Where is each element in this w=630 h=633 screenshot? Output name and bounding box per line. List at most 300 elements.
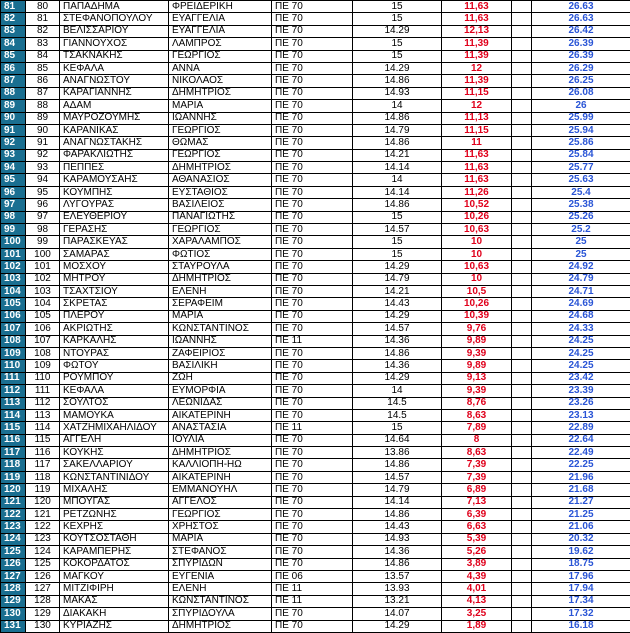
total-score-cell[interactable]: 21.06 (532, 521, 630, 533)
sequence-cell[interactable]: 129 (26, 608, 60, 620)
surname-cell[interactable]: ΣΑΚΕΛΛΑΡΙΟΥ (60, 459, 169, 471)
row-number-cell[interactable]: 115 (1, 422, 26, 434)
branch-cell[interactable]: ΠΕ 70 (272, 87, 353, 99)
surname-cell[interactable]: ΚΟΚΟΡΔΑΤΟΣ (60, 558, 169, 570)
branch-cell[interactable]: ΠΕ 70 (272, 224, 353, 236)
row-number-cell[interactable]: 98 (1, 211, 26, 223)
branch-cell[interactable]: ΠΕ 70 (272, 50, 353, 62)
empty-cell[interactable] (512, 422, 532, 434)
score-cell[interactable]: 10,5 (442, 285, 512, 297)
total-score-cell[interactable]: 24.68 (532, 310, 630, 322)
first-name-cell[interactable]: ΖΑΦΕΙΡΙΟΣ (169, 347, 272, 359)
years-cell[interactable]: 14.86 (353, 199, 442, 211)
surname-cell[interactable]: ΔΙΑΚΑΚΗ (60, 608, 169, 620)
score-cell[interactable]: 11,39 (442, 50, 512, 62)
total-score-cell[interactable]: 22.64 (532, 434, 630, 446)
total-score-cell[interactable]: 24.25 (532, 360, 630, 372)
surname-cell[interactable]: ΚΑΡΑΜΟΥΣΑΗΣ (60, 174, 169, 186)
total-score-cell[interactable]: 22.49 (532, 447, 630, 459)
years-cell[interactable]: 14.14 (353, 162, 442, 174)
surname-cell[interactable]: ΚΟΥΚΗΣ (60, 447, 169, 459)
row-number-cell[interactable]: 104 (1, 285, 26, 297)
empty-cell[interactable] (512, 248, 532, 260)
branch-cell[interactable]: ΠΕ 70 (272, 484, 353, 496)
branch-cell[interactable]: ΠΕ 70 (272, 124, 353, 136)
score-cell[interactable]: 8,63 (442, 409, 512, 421)
empty-cell[interactable] (512, 62, 532, 74)
empty-cell[interactable] (512, 285, 532, 297)
surname-cell[interactable]: ΤΣΑΧΤΣΙΟΥ (60, 285, 169, 297)
total-score-cell[interactable]: 25.77 (532, 162, 630, 174)
total-score-cell[interactable]: 21.68 (532, 484, 630, 496)
total-score-cell[interactable]: 24.71 (532, 285, 630, 297)
years-cell[interactable]: 15 (353, 13, 442, 25)
branch-cell[interactable]: ΠΕ 70 (272, 620, 353, 632)
first-name-cell[interactable]: ΛΕΩΝΙΔΑΣ (169, 397, 272, 409)
sequence-cell[interactable]: 95 (26, 186, 60, 198)
row-number-cell[interactable]: 131 (1, 620, 26, 632)
total-score-cell[interactable]: 23.13 (532, 409, 630, 421)
years-cell[interactable]: 15 (353, 236, 442, 248)
years-cell[interactable]: 14.29 (353, 25, 442, 37)
row-number-cell[interactable]: 102 (1, 261, 26, 273)
surname-cell[interactable]: ΑΝΑΓΝΩΣΤΑΚΗΣ (60, 137, 169, 149)
first-name-cell[interactable]: ΑΝΝΑ (169, 62, 272, 74)
empty-cell[interactable] (512, 87, 532, 99)
score-cell[interactable]: 5,26 (442, 546, 512, 558)
branch-cell[interactable]: ΠΕ 70 (272, 360, 353, 372)
years-cell[interactable]: 14.07 (353, 608, 442, 620)
years-cell[interactable]: 13.93 (353, 583, 442, 595)
empty-cell[interactable] (512, 50, 532, 62)
empty-cell[interactable] (512, 558, 532, 570)
first-name-cell[interactable]: ΔΗΜΗΤΡΙΟΣ (169, 162, 272, 174)
score-cell[interactable]: 11,63 (442, 162, 512, 174)
surname-cell[interactable]: ΕΛΕΥΘΕΡΙΟΥ (60, 211, 169, 223)
empty-cell[interactable] (512, 447, 532, 459)
sequence-cell[interactable]: 97 (26, 211, 60, 223)
first-name-cell[interactable]: ΘΩΜΑΣ (169, 137, 272, 149)
first-name-cell[interactable]: ΣΤΑΥΡΟΥΛΑ (169, 261, 272, 273)
row-number-cell[interactable]: 129 (1, 595, 26, 607)
total-score-cell[interactable]: 25.99 (532, 112, 630, 124)
total-score-cell[interactable]: 24.69 (532, 298, 630, 310)
branch-cell[interactable]: ΠΕ 70 (272, 174, 353, 186)
empty-cell[interactable] (512, 13, 532, 25)
row-number-cell[interactable]: 101 (1, 248, 26, 260)
sequence-cell[interactable]: 112 (26, 397, 60, 409)
first-name-cell[interactable]: ΕΥΓΕΝΙΑ (169, 570, 272, 582)
branch-cell[interactable]: ΠΕ 11 (272, 595, 353, 607)
score-cell[interactable]: 6,39 (442, 509, 512, 521)
sequence-cell[interactable]: 96 (26, 199, 60, 211)
surname-cell[interactable]: ΜΙΤΖΙΦΙΡΗ (60, 583, 169, 595)
surname-cell[interactable]: ΜΗΤΡΟΥ (60, 273, 169, 285)
sequence-cell[interactable]: 91 (26, 137, 60, 149)
score-cell[interactable]: 7,89 (442, 422, 512, 434)
total-score-cell[interactable]: 22.89 (532, 422, 630, 434)
score-cell[interactable]: 12 (442, 62, 512, 74)
branch-cell[interactable]: ΠΕ 70 (272, 211, 353, 223)
years-cell[interactable]: 14.64 (353, 434, 442, 446)
sequence-cell[interactable]: 116 (26, 447, 60, 459)
score-cell[interactable]: 6,63 (442, 521, 512, 533)
total-score-cell[interactable]: 16.18 (532, 620, 630, 632)
empty-cell[interactable] (512, 484, 532, 496)
surname-cell[interactable]: ΠΕΠΠΕΣ (60, 162, 169, 174)
total-score-cell[interactable]: 26.39 (532, 50, 630, 62)
years-cell[interactable]: 15 (353, 422, 442, 434)
empty-cell[interactable] (512, 298, 532, 310)
total-score-cell[interactable]: 26.39 (532, 38, 630, 50)
empty-cell[interactable] (512, 38, 532, 50)
branch-cell[interactable]: ΠΕ 70 (272, 38, 353, 50)
first-name-cell[interactable]: ΕΛΕΝΗ (169, 583, 272, 595)
branch-cell[interactable]: ΠΕ 70 (272, 409, 353, 421)
years-cell[interactable]: 14.43 (353, 521, 442, 533)
row-number-cell[interactable]: 114 (1, 409, 26, 421)
sequence-cell[interactable]: 110 (26, 372, 60, 384)
years-cell[interactable]: 14 (353, 174, 442, 186)
score-cell[interactable]: 11,39 (442, 38, 512, 50)
sequence-cell[interactable]: 98 (26, 224, 60, 236)
branch-cell[interactable]: ΠΕ 70 (272, 310, 353, 322)
sequence-cell[interactable]: 94 (26, 174, 60, 186)
total-score-cell[interactable]: 23.39 (532, 385, 630, 397)
branch-cell[interactable]: ΠΕ 70 (272, 298, 353, 310)
years-cell[interactable]: 14.57 (353, 224, 442, 236)
years-cell[interactable]: 15 (353, 1, 442, 13)
sequence-cell[interactable]: 88 (26, 100, 60, 112)
sequence-cell[interactable]: 92 (26, 149, 60, 161)
score-cell[interactable]: 4,39 (442, 570, 512, 582)
surname-cell[interactable]: ΜΑΓΚΟΥ (60, 570, 169, 582)
sequence-cell[interactable]: 130 (26, 620, 60, 632)
total-score-cell[interactable]: 22.25 (532, 459, 630, 471)
empty-cell[interactable] (512, 149, 532, 161)
branch-cell[interactable]: ΠΕ 70 (272, 447, 353, 459)
row-number-cell[interactable]: 105 (1, 298, 26, 310)
branch-cell[interactable]: ΠΕ 11 (272, 422, 353, 434)
first-name-cell[interactable]: ΑΙΚΑΤΕΡΙΝΗ (169, 409, 272, 421)
sequence-cell[interactable]: 90 (26, 124, 60, 136)
years-cell[interactable]: 14.29 (353, 372, 442, 384)
empty-cell[interactable] (512, 459, 532, 471)
branch-cell[interactable]: ΠΕ 70 (272, 186, 353, 198)
sequence-cell[interactable]: 119 (26, 484, 60, 496)
first-name-cell[interactable]: ΧΑΡΑΛΑΜΠΟΣ (169, 236, 272, 248)
branch-cell[interactable]: ΠΕ 70 (272, 608, 353, 620)
empty-cell[interactable] (512, 236, 532, 248)
branch-cell[interactable]: ΠΕ 70 (272, 261, 353, 273)
score-cell[interactable]: 9,13 (442, 372, 512, 384)
row-number-cell[interactable]: 130 (1, 608, 26, 620)
total-score-cell[interactable]: 26.63 (532, 1, 630, 13)
sequence-cell[interactable]: 118 (26, 471, 60, 483)
total-score-cell[interactable]: 17.32 (532, 608, 630, 620)
branch-cell[interactable]: ΠΕ 70 (272, 112, 353, 124)
sequence-cell[interactable]: 87 (26, 87, 60, 99)
branch-cell[interactable]: ΠΕ 70 (272, 434, 353, 446)
score-cell[interactable]: 11,39 (442, 75, 512, 87)
row-number-cell[interactable]: 106 (1, 310, 26, 322)
row-number-cell[interactable]: 113 (1, 397, 26, 409)
first-name-cell[interactable]: ΕΥΜΟΡΦΙΑ (169, 385, 272, 397)
score-cell[interactable]: 12 (442, 100, 512, 112)
surname-cell[interactable]: ΓΕΡΑΣΗΣ (60, 224, 169, 236)
row-number-cell[interactable]: 82 (1, 13, 26, 25)
years-cell[interactable]: 14.36 (353, 360, 442, 372)
surname-cell[interactable]: ΚΑΡΑΓΙΑΝΝΗΣ (60, 87, 169, 99)
first-name-cell[interactable]: ΒΑΣΙΛΕΙΟΣ (169, 199, 272, 211)
empty-cell[interactable] (512, 75, 532, 87)
surname-cell[interactable]: ΓΙΑΝΝΟΥΧΟΣ (60, 38, 169, 50)
empty-cell[interactable] (512, 273, 532, 285)
first-name-cell[interactable]: ΕΛΕΝΗ (169, 285, 272, 297)
empty-cell[interactable] (512, 595, 532, 607)
first-name-cell[interactable]: ΣΠΥΡΙΔΩΝ (169, 558, 272, 570)
years-cell[interactable]: 14.86 (353, 112, 442, 124)
surname-cell[interactable]: ΜΠΟΥΓΑΣ (60, 496, 169, 508)
first-name-cell[interactable]: ΖΩΗ (169, 372, 272, 384)
branch-cell[interactable]: ΠΕ 70 (272, 199, 353, 211)
empty-cell[interactable] (512, 471, 532, 483)
branch-cell[interactable]: ΠΕ 70 (272, 509, 353, 521)
branch-cell[interactable]: ΠΕ 70 (272, 1, 353, 13)
row-number-cell[interactable]: 128 (1, 583, 26, 595)
branch-cell[interactable]: ΠΕ 70 (272, 471, 353, 483)
first-name-cell[interactable]: ΦΡΕΙΔΕΡΙΚΗ (169, 1, 272, 13)
total-score-cell[interactable]: 25.4 (532, 186, 630, 198)
score-cell[interactable]: 9,39 (442, 385, 512, 397)
empty-cell[interactable] (512, 521, 532, 533)
total-score-cell[interactable]: 25.26 (532, 211, 630, 223)
years-cell[interactable]: 14.86 (353, 459, 442, 471)
row-number-cell[interactable]: 88 (1, 87, 26, 99)
empty-cell[interactable] (512, 162, 532, 174)
score-cell[interactable]: 10 (442, 236, 512, 248)
empty-cell[interactable] (512, 1, 532, 13)
empty-cell[interactable] (512, 583, 532, 595)
row-number-cell[interactable]: 99 (1, 224, 26, 236)
first-name-cell[interactable]: ΓΕΩΡΓΙΟΣ (169, 224, 272, 236)
empty-cell[interactable] (512, 360, 532, 372)
score-cell[interactable]: 8,76 (442, 397, 512, 409)
first-name-cell[interactable]: ΣΕΡΑΦΕΙΜ (169, 298, 272, 310)
first-name-cell[interactable]: ΚΩΝΣΤΑΝΤΙΝΟΣ (169, 323, 272, 335)
score-cell[interactable]: 11 (442, 137, 512, 149)
row-number-cell[interactable]: 84 (1, 38, 26, 50)
row-number-cell[interactable]: 95 (1, 174, 26, 186)
row-number-cell[interactable]: 126 (1, 558, 26, 570)
first-name-cell[interactable]: ΔΗΜΗΤΡΙΟΣ (169, 273, 272, 285)
score-cell[interactable]: 10,52 (442, 199, 512, 211)
score-cell[interactable]: 5,39 (442, 533, 512, 545)
first-name-cell[interactable]: ΠΑΝΑΓΙΩΤΗΣ (169, 211, 272, 223)
first-name-cell[interactable]: ΓΕΩΡΓΙΟΣ (169, 50, 272, 62)
sequence-cell[interactable]: 111 (26, 385, 60, 397)
total-score-cell[interactable]: 24.25 (532, 335, 630, 347)
score-cell[interactable]: 8,63 (442, 447, 512, 459)
score-cell[interactable]: 11,13 (442, 112, 512, 124)
surname-cell[interactable]: ΦΩΤΟΥ (60, 360, 169, 372)
years-cell[interactable]: 14.14 (353, 496, 442, 508)
total-score-cell[interactable]: 24.92 (532, 261, 630, 273)
row-number-cell[interactable]: 122 (1, 509, 26, 521)
row-number-cell[interactable]: 125 (1, 546, 26, 558)
branch-cell[interactable]: ΠΕ 70 (272, 397, 353, 409)
first-name-cell[interactable]: ΔΗΜΗΤΡΙΟΣ (169, 447, 272, 459)
sequence-cell[interactable]: 81 (26, 13, 60, 25)
years-cell[interactable]: 13.21 (353, 595, 442, 607)
branch-cell[interactable]: ΠΕ 70 (272, 75, 353, 87)
first-name-cell[interactable]: ΕΥΑΓΓΕΛΙΑ (169, 13, 272, 25)
branch-cell[interactable]: ΠΕ 70 (272, 385, 353, 397)
row-number-cell[interactable]: 117 (1, 447, 26, 459)
years-cell[interactable]: 15 (353, 211, 442, 223)
empty-cell[interactable] (512, 261, 532, 273)
row-number-cell[interactable]: 110 (1, 360, 26, 372)
sequence-cell[interactable]: 128 (26, 595, 60, 607)
score-cell[interactable]: 1,89 (442, 620, 512, 632)
row-number-cell[interactable]: 109 (1, 347, 26, 359)
row-number-cell[interactable]: 123 (1, 521, 26, 533)
years-cell[interactable]: 14.86 (353, 75, 442, 87)
score-cell[interactable]: 11,15 (442, 87, 512, 99)
score-cell[interactable]: 4,13 (442, 595, 512, 607)
first-name-cell[interactable]: ΔΗΜΗΤΡΙΟΣ (169, 620, 272, 632)
sequence-cell[interactable]: 117 (26, 459, 60, 471)
first-name-cell[interactable]: ΦΩΤΙΟΣ (169, 248, 272, 260)
branch-cell[interactable]: ΠΕ 70 (272, 100, 353, 112)
surname-cell[interactable]: ΣΤΕΦΑΝΟΠΟΥΛΟΥ (60, 13, 169, 25)
score-cell[interactable]: 4,01 (442, 583, 512, 595)
years-cell[interactable]: 14.36 (353, 546, 442, 558)
row-number-cell[interactable]: 111 (1, 372, 26, 384)
score-cell[interactable]: 11,63 (442, 1, 512, 13)
total-score-cell[interactable]: 23.26 (532, 397, 630, 409)
empty-cell[interactable] (512, 533, 532, 545)
row-number-cell[interactable]: 121 (1, 496, 26, 508)
total-score-cell[interactable]: 25.84 (532, 149, 630, 161)
row-number-cell[interactable]: 89 (1, 100, 26, 112)
total-score-cell[interactable]: 17.34 (532, 595, 630, 607)
total-score-cell[interactable]: 26.29 (532, 62, 630, 74)
surname-cell[interactable]: ΑΔΑΜ (60, 100, 169, 112)
sequence-cell[interactable]: 127 (26, 583, 60, 595)
sequence-cell[interactable]: 115 (26, 434, 60, 446)
surname-cell[interactable]: ΤΣΑΚΝΑΚΗΣ (60, 50, 169, 62)
empty-cell[interactable] (512, 372, 532, 384)
branch-cell[interactable]: ΠΕ 70 (272, 137, 353, 149)
surname-cell[interactable]: ΚΑΡΑΜΠΕΡΗΣ (60, 546, 169, 558)
surname-cell[interactable]: ΚΥΡΙΑΖΗΣ (60, 620, 169, 632)
empty-cell[interactable] (512, 335, 532, 347)
row-number-cell[interactable]: 97 (1, 199, 26, 211)
score-cell[interactable]: 10 (442, 248, 512, 260)
sequence-cell[interactable]: 105 (26, 310, 60, 322)
years-cell[interactable]: 13.57 (353, 570, 442, 582)
score-cell[interactable]: 3,89 (442, 558, 512, 570)
empty-cell[interactable] (512, 186, 532, 198)
branch-cell[interactable]: ΠΕ 70 (272, 149, 353, 161)
branch-cell[interactable]: ΠΕ 70 (272, 13, 353, 25)
total-score-cell[interactable]: 18.75 (532, 558, 630, 570)
surname-cell[interactable]: ΜΑΜΟΥΚΑ (60, 409, 169, 421)
years-cell[interactable]: 14.57 (353, 471, 442, 483)
total-score-cell[interactable]: 19.62 (532, 546, 630, 558)
branch-cell[interactable]: ΠΕ 70 (272, 248, 353, 260)
row-number-cell[interactable]: 127 (1, 570, 26, 582)
surname-cell[interactable]: ΑΓΓΕΛΗ (60, 434, 169, 446)
empty-cell[interactable] (512, 347, 532, 359)
row-number-cell[interactable]: 118 (1, 459, 26, 471)
first-name-cell[interactable]: ΑΘΑΝΑΣΙΟΣ (169, 174, 272, 186)
score-cell[interactable]: 10,26 (442, 298, 512, 310)
years-cell[interactable]: 15 (353, 248, 442, 260)
surname-cell[interactable]: ΧΑΤΖΗΜΙΧΑΗΛΙΔΟΥ (60, 422, 169, 434)
sequence-cell[interactable]: 83 (26, 38, 60, 50)
first-name-cell[interactable]: ΕΥΣΤΑΘΙΟΣ (169, 186, 272, 198)
sequence-cell[interactable]: 113 (26, 409, 60, 421)
total-score-cell[interactable]: 25.86 (532, 137, 630, 149)
first-name-cell[interactable]: ΓΕΩΡΓΙΟΣ (169, 149, 272, 161)
score-cell[interactable]: 9,39 (442, 347, 512, 359)
sequence-cell[interactable]: 89 (26, 112, 60, 124)
row-number-cell[interactable]: 112 (1, 385, 26, 397)
years-cell[interactable]: 14.21 (353, 149, 442, 161)
sequence-cell[interactable]: 107 (26, 335, 60, 347)
years-cell[interactable]: 14.93 (353, 87, 442, 99)
total-score-cell[interactable]: 25.38 (532, 199, 630, 211)
empty-cell[interactable] (512, 385, 532, 397)
years-cell[interactable]: 15 (353, 38, 442, 50)
first-name-cell[interactable]: ΜΑΡΙΑ (169, 310, 272, 322)
score-cell[interactable]: 7,39 (442, 471, 512, 483)
row-number-cell[interactable]: 90 (1, 112, 26, 124)
surname-cell[interactable]: ΚΟΥΤΣΟΣΤΑΘΗ (60, 533, 169, 545)
sequence-cell[interactable]: 121 (26, 509, 60, 521)
empty-cell[interactable] (512, 224, 532, 236)
total-score-cell[interactable]: 25 (532, 236, 630, 248)
total-score-cell[interactable]: 26.42 (532, 25, 630, 37)
years-cell[interactable]: 14.79 (353, 484, 442, 496)
years-cell[interactable]: 14.86 (353, 137, 442, 149)
years-cell[interactable]: 14 (353, 100, 442, 112)
branch-cell[interactable]: ΠΕ 70 (272, 347, 353, 359)
surname-cell[interactable]: ΚΑΡΑΝΙΚΑΣ (60, 124, 169, 136)
total-score-cell[interactable]: 21.25 (532, 509, 630, 521)
first-name-cell[interactable]: ΑΝΑΣΤΑΣΙΑ (169, 422, 272, 434)
row-number-cell[interactable]: 100 (1, 236, 26, 248)
surname-cell[interactable]: ΚΕΦΑΛΑ (60, 385, 169, 397)
row-number-cell[interactable]: 81 (1, 1, 26, 13)
first-name-cell[interactable]: ΜΑΡΙΑ (169, 100, 272, 112)
row-number-cell[interactable]: 91 (1, 124, 26, 136)
first-name-cell[interactable]: ΚΩΝΣΤΑΝΤΙΝΟΣ (169, 595, 272, 607)
first-name-cell[interactable]: ΑΙΚΑΤΕΡΙΝΗ (169, 471, 272, 483)
first-name-cell[interactable]: ΝΙΚΟΛΑΟΣ (169, 75, 272, 87)
total-score-cell[interactable]: 26.25 (532, 75, 630, 87)
surname-cell[interactable]: ΜΑΥΡΟΖΟΥΜΗΣ (60, 112, 169, 124)
surname-cell[interactable]: ΦΑΡΑΚΛΙΩΤΗΣ (60, 149, 169, 161)
score-cell[interactable]: 11,63 (442, 13, 512, 25)
sequence-cell[interactable]: 124 (26, 546, 60, 558)
first-name-cell[interactable]: ΧΡΗΣΤΟΣ (169, 521, 272, 533)
score-cell[interactable]: 8 (442, 434, 512, 446)
total-score-cell[interactable]: 25.63 (532, 174, 630, 186)
empty-cell[interactable] (512, 397, 532, 409)
